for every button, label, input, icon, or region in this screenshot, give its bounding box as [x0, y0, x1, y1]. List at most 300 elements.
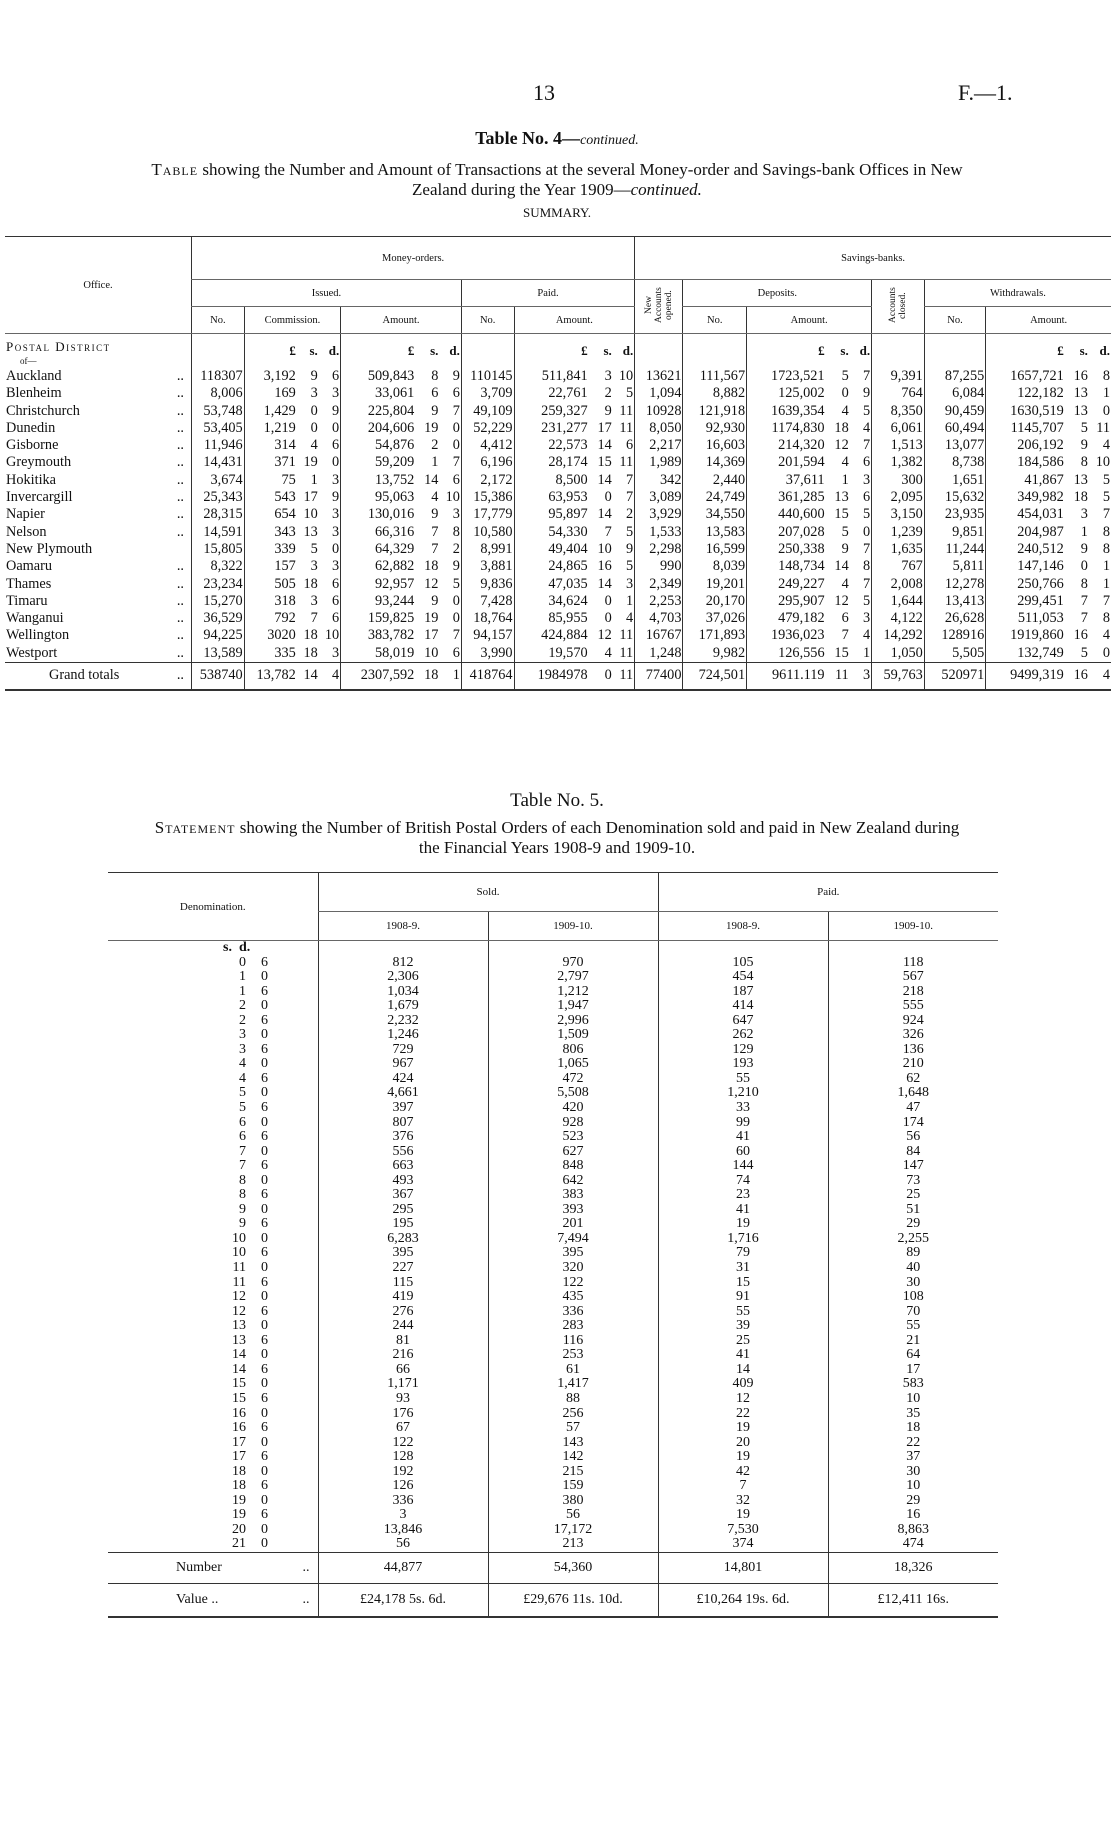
cell-dep-no: 19,201 [683, 576, 747, 593]
cell-dep-no: 37,026 [683, 610, 747, 627]
cell-s2: 383 [488, 1188, 658, 1203]
cell-c-l: 13,782 [244, 663, 297, 691]
cell-s1: 67 [318, 1421, 488, 1436]
office-name: New Plymouth [6, 540, 93, 557]
table-row [108, 1217, 998, 1232]
cell-p2: 21 [828, 1334, 998, 1349]
denomination: 9 0 [239, 1201, 268, 1217]
cell-c-l: 371 [244, 454, 297, 471]
cell-w-no: 8,738 [924, 454, 985, 471]
cell-c-l: 792 [244, 610, 297, 627]
cell-s2: 7,494 [488, 1232, 658, 1247]
cell-p2: 924 [828, 1014, 998, 1029]
cell-a-l: 92,957 [341, 576, 416, 593]
denomination: 12 0 [232, 1289, 268, 1305]
cell-p2: 30 [828, 1465, 998, 1480]
cell-s2: 928 [488, 1116, 658, 1131]
cell-s1: 397 [318, 1101, 488, 1116]
cell-s1: 967 [318, 1057, 488, 1072]
cell-p-no: 18,764 [461, 610, 514, 627]
cell-i-no: 53,405 [192, 420, 245, 437]
cell-c-l: 3020 [244, 627, 297, 644]
cell-p-no: 2,172 [461, 472, 514, 489]
denomination: 18 0 [232, 1463, 268, 1479]
cell-w-d: 4 [1102, 627, 1110, 644]
office-name: Wanganui .. [6, 610, 185, 627]
cell-p1: 41 [658, 1130, 828, 1145]
cell-dep-d: 3 [850, 663, 872, 691]
table-row [5, 403, 1111, 420]
cell-s1: £24,178 5s. 6d. [318, 1583, 488, 1617]
cell-s2: 213 [488, 1537, 658, 1552]
cell-p1: 1,716 [658, 1232, 828, 1247]
cell-w-l: 1145,707 [986, 420, 1065, 437]
cell-closed: 6,061 [872, 420, 925, 437]
cell-a-d: 0 [452, 592, 460, 609]
cell-new: 342 [635, 472, 683, 489]
cell-s2: 336 [488, 1305, 658, 1320]
cell-s1: 126 [318, 1479, 488, 1494]
cell-new: 1,094 [635, 385, 683, 402]
cell-p2: 218 [828, 985, 998, 1000]
cell-dep-l: 440,600 [747, 506, 826, 523]
cell-s1: 122 [318, 1436, 488, 1451]
cell-new: 3,929 [635, 506, 683, 523]
cell-p1: 32 [658, 1494, 828, 1509]
cell-w-no: 12,278 [924, 576, 985, 593]
cell-dep-s: 4 [841, 575, 849, 592]
cell-p-d: 7 [626, 489, 634, 506]
cell-p1: 193 [658, 1057, 828, 1072]
cell-new: 16767 [635, 627, 683, 644]
cell-dep-s: 14 [834, 558, 849, 575]
cell-p-no: 52,229 [461, 420, 514, 437]
office-name: Auckland .. [6, 368, 185, 384]
cell-p-d: 11 [619, 454, 634, 471]
cell-p2: 210 [828, 1057, 998, 1072]
cell-p1: 454 [658, 970, 828, 985]
cell-a-d: 3 [452, 506, 460, 523]
cell-p1: 187 [658, 985, 828, 1000]
cell-w-no: 1,651 [924, 472, 985, 489]
cell-p-s: 2 [604, 385, 612, 402]
cell-c-l: 505 [244, 576, 297, 593]
cell-a-l: 62,882 [341, 558, 416, 575]
cell-a-d: 0 [452, 419, 460, 436]
cell-w-d: 4 [1089, 663, 1111, 691]
cell-dep-d: 3 [863, 471, 871, 488]
table-row [5, 645, 1111, 663]
cell-new: 3,089 [635, 489, 683, 506]
cell-p2: 56 [828, 1130, 998, 1145]
table-row [108, 1174, 998, 1189]
cell-p1: 1,210 [658, 1086, 828, 1101]
cell-c-s: 13 [303, 523, 318, 540]
table-row [108, 1203, 998, 1218]
denomination: 3 0 [239, 1027, 268, 1043]
cell-a-d: 6 [452, 471, 460, 488]
denomination: 4 6 [239, 1070, 268, 1086]
denomination: 11 0 [232, 1260, 268, 1276]
denomination: 18 6 [232, 1478, 268, 1494]
denomination: 14 0 [232, 1347, 268, 1363]
cell-dep-l: 148,734 [747, 558, 826, 575]
cell-c-s: 18 [303, 644, 318, 661]
cell-a-s: 1 [431, 454, 439, 471]
cell-p2: 62 [828, 1072, 998, 1087]
cell-p2: 567 [828, 970, 998, 985]
cell-c-s: 19 [303, 454, 318, 471]
cell-w-s: 13 [1073, 402, 1088, 419]
cell-p-no: 6,196 [461, 454, 514, 471]
table-row [108, 1334, 998, 1349]
cell-p1: 99 [658, 1116, 828, 1131]
denomination: 6 0 [239, 1114, 268, 1130]
cell-a-s: 19 [424, 610, 439, 627]
cell-s2: 61 [488, 1363, 658, 1378]
denomination: 15 6 [232, 1390, 268, 1406]
table-row [108, 1392, 998, 1407]
cell-p-no: 4,412 [461, 437, 514, 454]
cell-c-d: 9 [332, 489, 340, 506]
table-row [108, 1436, 998, 1451]
cell-s1: 295 [318, 1203, 488, 1218]
cell-a-l: 66,316 [341, 524, 416, 541]
office-name: Timaru .. [6, 592, 185, 609]
cell-c-l: 343 [244, 524, 297, 541]
cell-p1: 14 [658, 1363, 828, 1378]
cell-s1: 216 [318, 1348, 488, 1363]
cell-dep-d: 7 [863, 368, 871, 384]
cell-c-s: 9 [310, 368, 318, 384]
header-withdrawals: Withdrawals. [924, 280, 1111, 307]
cell-p1: 129 [658, 1043, 828, 1058]
cell-p1: 12 [658, 1392, 828, 1407]
cell-s1: 244 [318, 1319, 488, 1334]
cell-p2: 326 [828, 1028, 998, 1043]
cell-s2: 435 [488, 1290, 658, 1305]
cell-s1: 729 [318, 1043, 488, 1058]
cell-p2: 73 [828, 1174, 998, 1189]
denomination: 2 6 [239, 1012, 268, 1028]
cell-c-s: 0 [310, 402, 318, 419]
cell-w-s: 1 [1080, 523, 1088, 540]
postal-district-label: Postal District of— [6, 339, 111, 366]
cell-p1: 39 [658, 1319, 828, 1334]
cell-p2: 10 [828, 1479, 998, 1494]
cell-dep-s: 13 [834, 489, 849, 506]
cell-dep-l: 207,028 [747, 524, 826, 541]
table-row [5, 593, 1111, 610]
cell-p-d: 11 [619, 402, 634, 419]
header-paid: Paid. [461, 280, 634, 307]
cell-p-s: 0 [589, 663, 613, 691]
cell-p2: 29 [828, 1494, 998, 1509]
cell-dep-s: 15 [834, 506, 849, 523]
cell-a-d: 8 [452, 523, 460, 540]
header-sold-1908: 1908-9. [318, 912, 488, 941]
cell-w-d: 4 [1102, 437, 1110, 454]
cell-closed: 1,644 [872, 593, 925, 610]
cell-w-s: 7 [1080, 592, 1088, 609]
cell-p1: 409 [658, 1377, 828, 1392]
denomination: 11 6 [232, 1274, 268, 1290]
office-name: Christchurch .. [6, 402, 185, 419]
cell-dep-no: 24,749 [683, 489, 747, 506]
table-row [108, 1130, 998, 1145]
cell-dep-d: 3 [863, 610, 871, 627]
cell-a-l: 33,061 [341, 385, 416, 402]
cell-s1: 4,661 [318, 1086, 488, 1101]
denomination: 2 0 [239, 998, 268, 1014]
cell-p-d: 5 [626, 523, 634, 540]
cell-p1: 55 [658, 1072, 828, 1087]
table-4-subheading: SUMMARY. [522, 205, 592, 220]
cell-w-l: 250,766 [986, 576, 1065, 593]
cell-closed: 764 [872, 385, 925, 402]
cell-new: 2,349 [635, 576, 683, 593]
cell-c-l: 543 [244, 489, 297, 506]
cell-p1: £10,264 19s. 6d. [658, 1583, 828, 1617]
cell-c-l: 157 [244, 558, 297, 575]
table-row [5, 420, 1111, 437]
cell-s2: 1,417 [488, 1377, 658, 1392]
cell-w-d: 10 [1095, 454, 1110, 471]
cell-a-l: 59,209 [341, 454, 416, 471]
cell-c-d: 9 [332, 402, 340, 419]
cell-a-s: 2 [431, 437, 439, 454]
cell-s1: 56 [318, 1537, 488, 1552]
cell-s2: £29,676 11s. 10d. [488, 1583, 658, 1617]
cell-p-s: 4 [604, 644, 612, 661]
cell-p1: 79 [658, 1246, 828, 1261]
cell-s2: 122 [488, 1276, 658, 1291]
table-row [108, 1537, 998, 1552]
cell-p2: 18,326 [828, 1552, 998, 1583]
unit-shilling: s. [309, 343, 318, 359]
cell-i-no: 94,225 [192, 627, 245, 644]
cell-p2: 64 [828, 1348, 998, 1363]
cell-c-d: 6 [332, 437, 340, 454]
table-row [108, 1232, 998, 1247]
cell-p-s: 14 [597, 437, 612, 454]
cell-w-l: 299,451 [986, 593, 1065, 610]
cell-w-no: 15,632 [924, 489, 985, 506]
cell-c-s: 4 [310, 437, 318, 454]
cell-p2: 84 [828, 1145, 998, 1160]
cell-closed: 3,150 [872, 506, 925, 523]
denomination: 7 6 [239, 1158, 268, 1174]
cell-s1: 395 [318, 1246, 488, 1261]
cell-p-l: 19,570 [514, 645, 589, 663]
cell-a-s: 12 [424, 575, 439, 592]
cell-c-s: 7 [310, 610, 318, 627]
cell-p2: 108 [828, 1290, 998, 1305]
cell-w-no: 60,494 [924, 420, 985, 437]
unit-pound: £ [341, 334, 416, 369]
table-5-title: Table No. 5. [510, 790, 604, 811]
header-issued-no: No. [192, 307, 245, 334]
table-row [108, 1057, 998, 1072]
table-row [108, 999, 998, 1014]
table-row [5, 627, 1111, 644]
cell-w-s: 5 [1080, 419, 1088, 436]
cell-a-s: 7 [431, 523, 439, 540]
cell-s1: 1,679 [318, 999, 488, 1014]
cell-p-d: 9 [626, 540, 634, 557]
denomination: 16 6 [232, 1420, 268, 1436]
cell-w-no: 520971 [924, 663, 985, 691]
cell-p-d: 5 [626, 558, 634, 575]
denomination: 4 0 [239, 1056, 268, 1072]
table-4-title [0, 128, 1114, 149]
cell-closed: 9,391 [872, 368, 925, 385]
cell-w-d: 1 [1102, 575, 1110, 592]
office-name: Greymouth .. [6, 454, 185, 471]
cell-c-d: 3 [332, 558, 340, 575]
cell-p-s: 10 [597, 540, 612, 557]
cell-s2: 395 [488, 1246, 658, 1261]
table-row [108, 1043, 998, 1058]
cell-s2: 523 [488, 1130, 658, 1145]
cell-s2: 283 [488, 1319, 658, 1334]
cell-closed: 14,292 [872, 627, 925, 644]
cell-closed: 2,008 [872, 576, 925, 593]
cell-c-l: 318 [244, 593, 297, 610]
denomination: 1 6 [239, 983, 268, 999]
denomination: 19 6 [232, 1507, 268, 1523]
cell-s2: 420 [488, 1101, 658, 1116]
cell-s1: 812 [318, 956, 488, 971]
cell-dep-d: 5 [863, 506, 871, 523]
cell-s1: 176 [318, 1407, 488, 1422]
cell-p-d: 3 [626, 575, 634, 592]
cell-c-s: 10 [303, 506, 318, 523]
cell-s1: 424 [318, 1072, 488, 1087]
office-name: Westport .. [6, 644, 185, 661]
cell-p-s: 12 [597, 627, 612, 644]
table-row [108, 1421, 998, 1436]
cell-s2: 142 [488, 1450, 658, 1465]
cell-i-no: 14,591 [192, 524, 245, 541]
cell-c-d: 3 [332, 644, 340, 661]
cell-closed: 300 [872, 472, 925, 489]
table-4-title-continued: continued. [580, 133, 639, 148]
cell-s2: 1,212 [488, 985, 658, 1000]
cell-w-no: 13,413 [924, 593, 985, 610]
cell-a-s: 19 [424, 419, 439, 436]
cell-w-l: 204,987 [986, 524, 1065, 541]
cell-c-d: 3 [332, 385, 340, 402]
cell-s2: 1,065 [488, 1057, 658, 1072]
denomination: 0 6 [239, 954, 268, 970]
cell-p-d: 5 [626, 385, 634, 402]
table-row [108, 1276, 998, 1291]
header-withdrawals-no: No. [924, 307, 985, 334]
unit-pound: £ [514, 334, 589, 369]
cell-c-d: 0 [332, 419, 340, 436]
cell-p1: 105 [658, 956, 828, 971]
cell-s1: 1,171 [318, 1377, 488, 1392]
cell-dep-s: 15 [834, 644, 849, 661]
cell-a-d: 6 [452, 644, 460, 661]
cell-a-d: 10 [445, 489, 460, 506]
cell-p1: 7 [658, 1479, 828, 1494]
cell-dep-s: 12 [834, 592, 849, 609]
cell-i-no: 118307 [192, 368, 245, 385]
cell-w-s: 3 [1080, 506, 1088, 523]
cell-p1: 15 [658, 1276, 828, 1291]
table-row [108, 1479, 998, 1494]
cell-p2: 22 [828, 1436, 998, 1451]
header-issued: Issued. [192, 280, 462, 307]
header-paid-1909: 1909-10. [828, 912, 998, 941]
cell-c-s: 3 [310, 385, 318, 402]
denomination: 8 0 [239, 1172, 268, 1188]
cell-c-d: 10 [324, 627, 340, 644]
cell-w-no: 26,628 [924, 610, 985, 627]
cell-dep-s: 5 [841, 523, 849, 540]
cell-p-no: 418764 [461, 663, 514, 691]
cell-a-d: 9 [452, 368, 460, 384]
cell-s2: 201 [488, 1217, 658, 1232]
cell-closed: 1,050 [872, 645, 925, 663]
cell-s1: 376 [318, 1130, 488, 1145]
cell-i-no: 8,006 [192, 385, 245, 402]
unit-shilling: s. [1079, 343, 1088, 359]
cell-dep-d: 1 [863, 644, 871, 661]
cell-dep-s: 11 [826, 663, 850, 691]
cell-p2: 51 [828, 1203, 998, 1218]
cell-p-l: 28,174 [514, 454, 589, 471]
cell-c-d: 4 [319, 663, 341, 691]
cell-s2: 143 [488, 1436, 658, 1451]
cell-dep-d: 5 [863, 402, 871, 419]
cell-dep-l: 9611.119 [747, 663, 826, 691]
cell-new: 8,050 [635, 420, 683, 437]
cell-s1: 419 [318, 1290, 488, 1305]
cell-dep-no: 8,039 [683, 558, 747, 575]
cell-a-s: 14 [424, 471, 439, 488]
cell-dep-l: 249,227 [747, 576, 826, 593]
cell-dep-d: 6 [863, 489, 871, 506]
header-paid-amount: Amount. [514, 307, 635, 334]
cell-dep-d: 7 [863, 575, 871, 592]
office-name: Wellington .. [6, 627, 185, 644]
number-row-label: Number .. [108, 1552, 318, 1583]
office-name: Hokitika .. [6, 471, 185, 488]
cell-s1: 93 [318, 1392, 488, 1407]
cell-p2: 118 [828, 956, 998, 971]
cell-p1: 144 [658, 1159, 828, 1174]
cell-s1: 276 [318, 1305, 488, 1320]
cell-dep-d: 6 [863, 454, 871, 471]
denomination-units-row [108, 941, 998, 956]
cell-dep-l: 214,320 [747, 437, 826, 454]
cell-c-d: 0 [332, 540, 340, 557]
cell-a-d: 0 [452, 437, 460, 454]
header-deposits: Deposits. [683, 280, 872, 307]
cell-c-l: 169 [244, 385, 297, 402]
denomination: 5 0 [239, 1085, 268, 1101]
cell-p-s: 0 [604, 592, 612, 609]
cell-p1: 25 [658, 1334, 828, 1349]
cell-dep-l: 126,556 [747, 645, 826, 663]
cell-dep-no: 111,567 [683, 368, 747, 385]
cell-p1: 55 [658, 1305, 828, 1320]
cell-p2: 8,863 [828, 1523, 998, 1538]
cell-w-d: 8 [1102, 610, 1110, 627]
